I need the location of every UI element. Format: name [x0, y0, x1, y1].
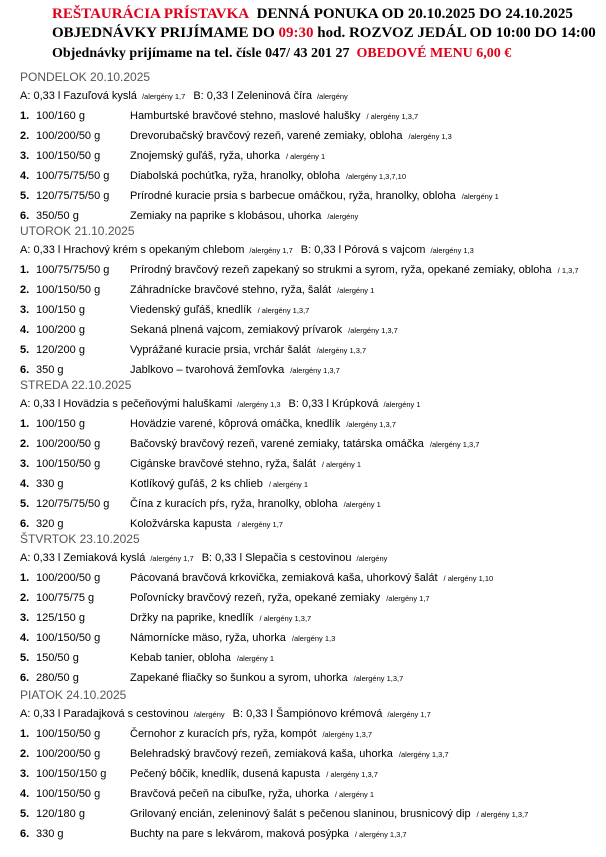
item-number: 4.: [20, 324, 30, 336]
item-number: 2.: [20, 592, 30, 604]
dish-allergens: /alergény 1,3,7,10: [345, 172, 407, 181]
soup-a-allergens: /alergény 1,3: [237, 400, 281, 409]
dish-name: Bačovský bravčový rezeň, varené zemiaky, tatárska omáčka: [130, 438, 424, 450]
soup-a: [20, 708, 431, 720]
item-weight: 350 g: [36, 364, 64, 376]
dish-name: Drevorubačský bravčový rezeň, varené zemiaky, obloha: [130, 130, 403, 142]
item-number: 5.: [20, 808, 30, 820]
menu-item: [130, 828, 407, 840]
item-number: 6.: [20, 672, 30, 684]
item-weight: 100/75/75/50 g: [36, 170, 110, 182]
dish-allergens: /alergény 1,3,7: [353, 674, 404, 683]
dish-allergens: /alergény: [327, 212, 359, 221]
day-title: ŠTVRTOK 23.10.2025: [20, 532, 140, 546]
item-weight: 100/160 g: [36, 110, 85, 122]
menu-item: [130, 612, 311, 624]
item-weight: 100/150 g: [36, 304, 85, 316]
order-deadline-label: OBJEDNÁVKY PRIJÍMAME DO: [52, 25, 279, 41]
menu-item: [130, 498, 381, 510]
menu-item: [130, 768, 378, 780]
item-weight: 120/200 g: [36, 344, 85, 356]
dish-allergens: /alergény 1,3,7: [322, 730, 373, 739]
menu-item: [130, 518, 283, 530]
menu-item: [130, 458, 361, 470]
menu-item: [130, 728, 372, 740]
day-title: UTOROK 21.10.2025: [20, 224, 135, 238]
dish-name: Zapekané fliačky so šunkou a syrom, uhorka: [130, 672, 348, 684]
restaurant-name: REŠTAURÁCIA PRÍSTAVKA: [52, 6, 250, 22]
header-line-3: [52, 46, 511, 62]
soup-a: [20, 398, 421, 410]
dish-name: Černohor z kuracích pŕs, ryža, kompót: [130, 728, 317, 740]
soup-a: [20, 90, 348, 102]
soup-a-name: A: 0,33 l Zemiaková kyslá: [20, 552, 146, 564]
menu-item: [130, 808, 528, 820]
dish-name: Námornícke mäso, ryža, uhorka: [130, 632, 286, 644]
dish-name: Sekaná plnená vajcom, zemiakový prívarok: [130, 324, 343, 336]
soup-a-name: A: 0,33 l Fazuľová kyslá: [20, 90, 137, 102]
item-weight: 330 g: [36, 828, 64, 840]
dish-name: Hovädzie varené, kôprová omáčka, knedlík: [130, 418, 341, 430]
item-number: 1.: [20, 110, 30, 122]
menu-item: [130, 170, 406, 182]
soup-b-allergens: /alergény 1,3: [430, 246, 474, 255]
item-weight: 120/180 g: [36, 808, 85, 820]
item-number: 2.: [20, 284, 30, 296]
item-weight: 100/150/50 g: [36, 728, 101, 740]
item-number: 1.: [20, 728, 30, 740]
menu-item: [130, 788, 374, 800]
menu-item: [130, 478, 308, 490]
dish-allergens: / alergény 1,10: [443, 574, 494, 583]
item-number: 6.: [20, 518, 30, 530]
item-weight: 100/150/50 g: [36, 284, 101, 296]
soup-a-name: A: 0,33 l Paradajková s cestovinou: [20, 708, 189, 720]
dish-name: Kebab tanier, obloha: [130, 652, 231, 664]
dish-name: Záhradnícke bravčové stehno, ryža, šalát: [130, 284, 332, 296]
dish-allergens: /alergény 1,3,7: [429, 440, 480, 449]
soup-a: [20, 244, 474, 256]
soup-b-name: B: 0,33 l Šampiónovo krémová: [232, 708, 383, 720]
dish-name: Vyprážané kuracie prsia, vrchár šalát: [130, 344, 311, 356]
item-number: 5.: [20, 652, 30, 664]
dish-name: Držky na paprike, knedlík: [130, 612, 254, 624]
dish-allergens: /alergény 1: [236, 654, 275, 663]
dish-name: Diabolská pochúťka, ryža, hranolky, obloha: [130, 170, 340, 182]
item-weight: 100/200/50 g: [36, 438, 101, 450]
menu-item: [130, 324, 398, 336]
dish-name: Belehradský bravčový rezeň, zemiaková kaša, uhorka: [130, 748, 393, 760]
dish-allergens: /alergény 1,3,7: [316, 346, 367, 355]
dish-name: Viedenský guľáš, knedlík: [130, 304, 252, 316]
item-number: 3.: [20, 458, 30, 470]
menu-item: [130, 672, 403, 684]
menu-item: [130, 364, 340, 376]
menu-item: [130, 110, 418, 122]
dish-allergens: /alergény 1,3,7: [290, 366, 340, 375]
menu-item: [130, 438, 479, 450]
day-title: PIATOK 24.10.2025: [20, 688, 127, 702]
header-line-2: [52, 25, 596, 42]
item-weight: 100/200/50 g: [36, 130, 101, 142]
menu-item: [130, 632, 335, 644]
item-weight: 100/75/75 g: [36, 592, 95, 604]
menu-item: [130, 572, 493, 584]
dish-name: Jablkovo – tvarohová žemľovka: [130, 364, 285, 376]
header-line-1: [52, 6, 573, 23]
dish-allergens: / alergény 1: [268, 480, 309, 489]
dish-name: Prírodný bravčový rezeň zapekaný so strukmi a syrom, ryža, opekané zemiaky, obloha: [130, 264, 552, 276]
item-weight: 120/75/75/50 g: [36, 498, 110, 510]
soup-a-name: A: 0,33 l Hovädzia s pečeňovými haluškami: [20, 398, 233, 410]
item-number: 5.: [20, 190, 30, 202]
dish-allergens: / alergény 1,3,7: [476, 810, 529, 819]
item-number: 2.: [20, 748, 30, 760]
item-weight: 320 g: [36, 518, 64, 530]
soup-a-name: A: 0,33 l Hrachový krém s opekaným chlebom: [20, 244, 245, 256]
dish-name: Kotlíkový guľáš, 2 ks chlieb: [130, 478, 263, 490]
menu-item: [130, 284, 374, 296]
soup-b-allergens: /alergény: [316, 92, 348, 101]
dish-name: Pácovaná bravčová krkovička, zemiaková kaša, uhorkový šalát: [130, 572, 438, 584]
dish-allergens: /alergény 1,3: [291, 634, 336, 643]
dish-allergens: /alergény 1,3,7: [346, 420, 396, 429]
item-number: 6.: [20, 828, 30, 840]
soup-b-name: B: 0,33 l Pórová s vajcom: [300, 244, 426, 256]
item-number: 1.: [20, 418, 30, 430]
item-number: 2.: [20, 438, 30, 450]
soup-b-name: B: 0,33 l Krúpková: [288, 398, 379, 410]
menu-item: [130, 418, 396, 430]
menu-item: [130, 150, 325, 162]
item-weight: 330 g: [36, 478, 64, 490]
dish-allergens: / alergény 1,3,7: [326, 770, 378, 779]
item-number: 5.: [20, 344, 30, 356]
dish-allergens: /alergény 1,7: [386, 594, 430, 603]
dish-allergens: /alergény 1,3,7: [348, 326, 398, 335]
dish-name: Hamburtské bravčové stehno, maslové halušky: [130, 110, 361, 122]
dish-allergens: /alergény 1,3,7: [398, 750, 449, 759]
menu-item: [130, 264, 579, 276]
dish-name: Cigánske bravčové stehno, ryža, šalát: [130, 458, 316, 470]
dish-allergens: / alergény 1: [334, 790, 375, 799]
item-weight: 100/150/50 g: [36, 788, 101, 800]
soup-a-allergens: /alergény 1,7: [249, 246, 293, 255]
dish-allergens: /alergény 1: [337, 286, 375, 295]
item-weight: 125/150 g: [36, 612, 85, 624]
dish-name: Grilovaný encián, zeleninový šalát s pečenou slaninou, brusnicový dip: [130, 808, 471, 820]
item-weight: 100/150/50 g: [36, 458, 101, 470]
dish-name: Zemiaky na paprike s klobásou, uhorka: [130, 210, 322, 222]
phone-info: Objednávky prijímame na tel. čísle 047/ 43 201 27: [52, 46, 350, 61]
menu-item: [130, 748, 449, 760]
item-weight: 100/150/150 g: [36, 768, 107, 780]
item-number: 1.: [20, 264, 30, 276]
dish-allergens: / alergény 1,3,7: [366, 112, 419, 121]
soup-b-name: B: 0,33 l Slepačia s cestovinou: [201, 552, 352, 564]
soup-a-allergens: /alergény 1,7: [150, 554, 194, 563]
soup-b-name: B: 0,33 l Zeleninová číra: [193, 90, 312, 102]
item-weight: 100/75/75/50 g: [36, 264, 110, 276]
item-number: 3.: [20, 768, 30, 780]
item-number: 4.: [20, 478, 30, 490]
soup-a: [20, 552, 387, 564]
dish-name: Poľovnícky bravčový rezeň, ryža, opekané zemiaky: [130, 592, 381, 604]
dish-name: Koložvárska kapusta: [130, 518, 232, 530]
dish-allergens: /alergény 1,3: [408, 132, 452, 141]
dish-allergens: / alergény 1,7: [237, 520, 283, 529]
menu-item: [130, 652, 274, 664]
dish-allergens: / alergény 1,3,7: [354, 830, 407, 839]
item-number: 3.: [20, 612, 30, 624]
soup-b-allergens: /alergény: [356, 554, 388, 563]
dish-allergens: /alergény 1: [343, 500, 381, 509]
dish-name: Znojemský guľáš, ryža, uhorka: [130, 150, 280, 162]
item-number: 6.: [20, 364, 30, 376]
soup-b-allergens: /alergény 1,7: [387, 710, 431, 719]
item-weight: 120/75/75/50 g: [36, 190, 110, 202]
item-weight: 350/50 g: [36, 210, 79, 222]
menu-item: [130, 344, 366, 356]
item-weight: 150/50 g: [36, 652, 79, 664]
dish-allergens: /alergény 1: [461, 192, 499, 201]
dish-allergens: / alergény 1: [285, 152, 326, 161]
menu-price: OBEDOVÉ MENU 6,00 €: [356, 46, 512, 61]
menu-item: [130, 210, 358, 222]
dish-name: Buchty na pare s lekvárom, maková posýpka: [130, 828, 349, 840]
item-weight: 100/150/50 g: [36, 632, 101, 644]
dish-allergens: / 1,3,7: [557, 266, 579, 275]
dish-name: Bravčová pečeň na cibuľke, ryža, uhorka: [130, 788, 329, 800]
item-weight: 100/200/50 g: [36, 572, 101, 584]
item-number: 4.: [20, 170, 30, 182]
item-number: 2.: [20, 130, 30, 142]
item-weight: 100/200 g: [36, 324, 85, 336]
item-number: 6.: [20, 210, 30, 222]
order-deadline-time: 09:30: [278, 25, 314, 41]
item-number: 1.: [20, 572, 30, 584]
menu-item: [130, 190, 499, 202]
item-weight: 100/150/50 g: [36, 150, 101, 162]
item-weight: 100/200/50 g: [36, 748, 101, 760]
item-weight: 100/150 g: [36, 418, 85, 430]
soup-a-allergens: /alergény 1,7: [141, 92, 186, 101]
dish-name: Čína z kuracích pŕs, ryža, hranolky, obloha: [130, 498, 338, 510]
item-weight: 280/50 g: [36, 672, 79, 684]
dish-allergens: / alergény 1: [321, 460, 362, 469]
soup-a-allergens: /alergény: [193, 710, 225, 719]
day-title: STREDA 22.10.2025: [20, 378, 132, 392]
dish-allergens: / alergény 1,3,7: [257, 306, 310, 315]
dish-name: Prírodné kuracie prsia s barbecue omáčkou, ryža, hranolky, obloha: [130, 190, 456, 202]
item-number: 3.: [20, 150, 30, 162]
menu-item: [130, 130, 452, 142]
dish-name: Pečený bôčik, knedlík, dusená kapusta: [130, 768, 321, 780]
menu-item: [130, 304, 309, 316]
item-number: 5.: [20, 498, 30, 510]
item-number: 4.: [20, 788, 30, 800]
offer-period: DENNÁ PONUKA OD 20.10.2025 DO 24.10.2025: [256, 6, 573, 22]
item-number: 4.: [20, 632, 30, 644]
soup-b-allergens: /alergény 1: [383, 400, 421, 409]
day-title: PONDELOK 20.10.2025: [20, 70, 151, 84]
menu-item: [130, 592, 430, 604]
delivery-hours: hod. ROZVOZ JEDÁL OD 10:00 DO 14:00: [313, 25, 596, 41]
dish-allergens: / alergény 1,3,7: [259, 614, 312, 623]
item-number: 3.: [20, 304, 30, 316]
